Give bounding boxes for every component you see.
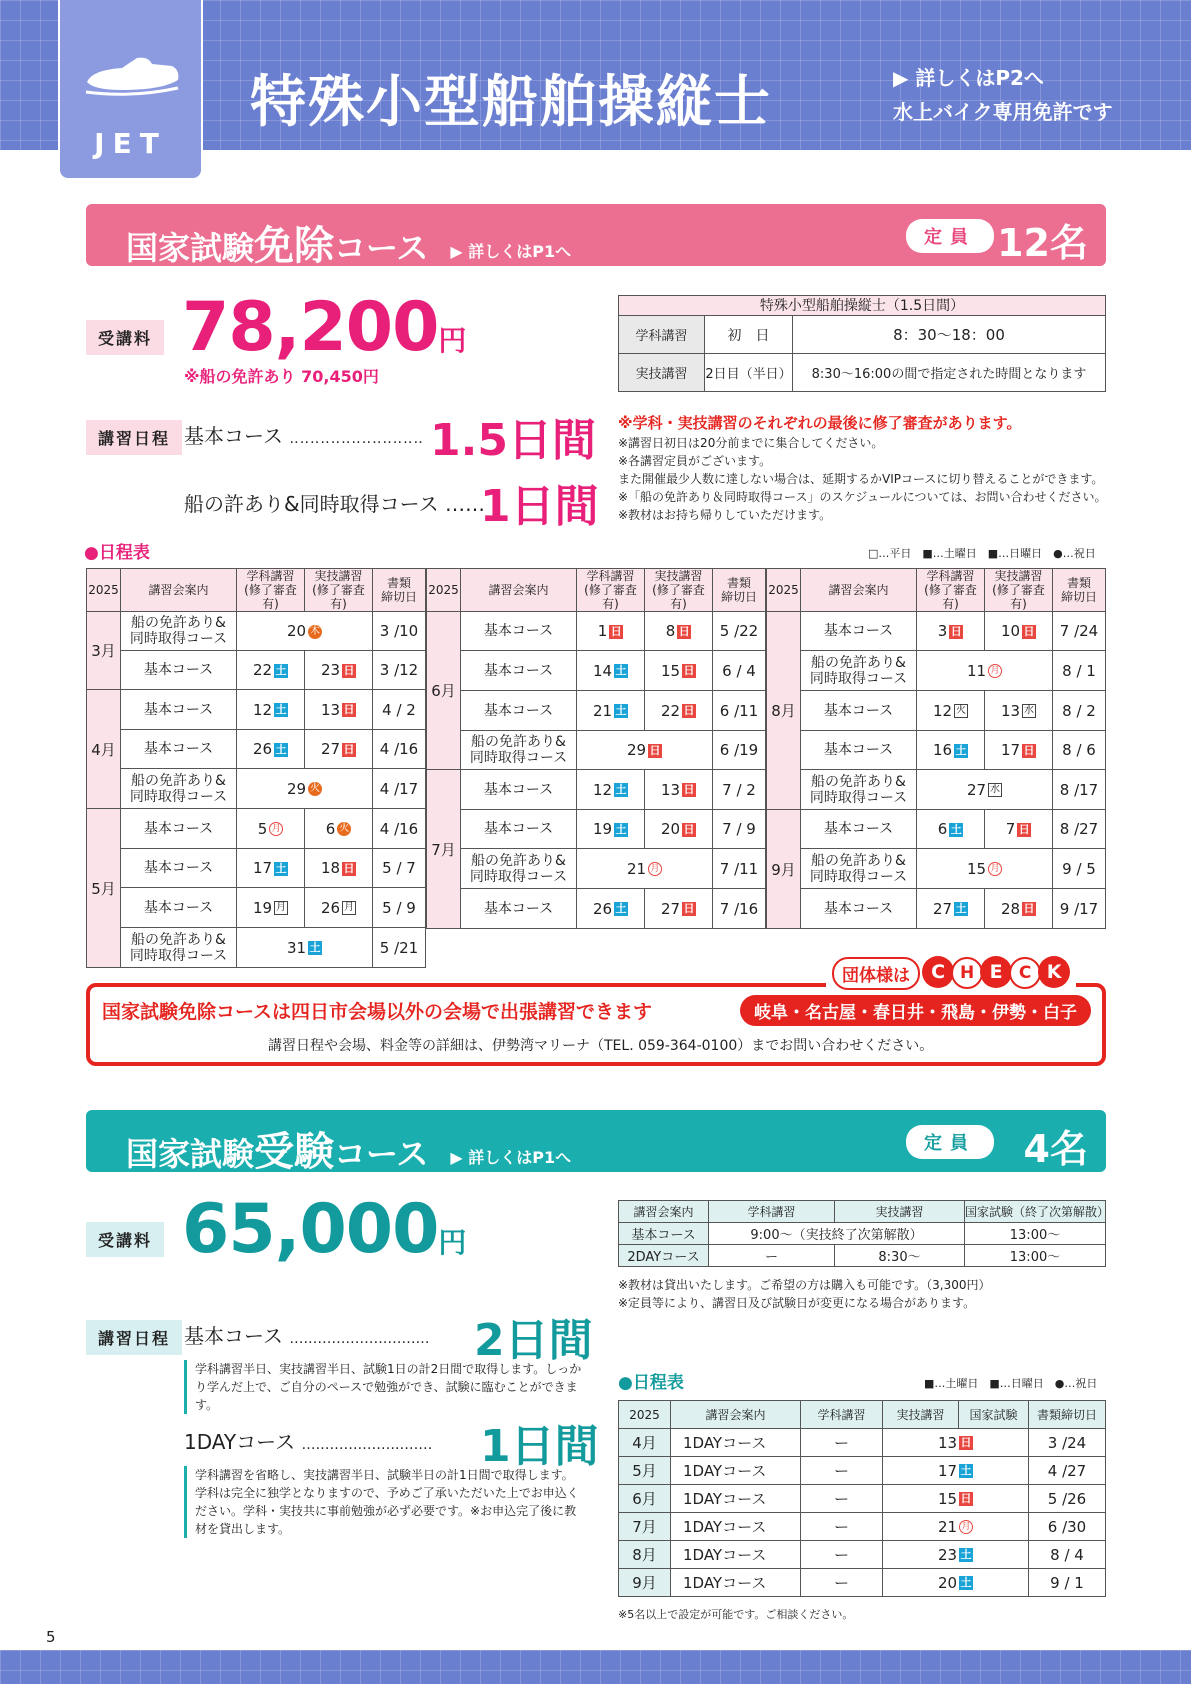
- table-row: [619, 1429, 1106, 1457]
- footer-band: [0, 1650, 1191, 1684]
- table-cell: 1DAYコース: [671, 1541, 801, 1569]
- time-cell: 基本コース: [619, 1223, 709, 1245]
- basic-days: 2日間: [474, 1315, 593, 1366]
- oneday-desc: 学科講習を省略し、実技講習半日、試験半日の計1日間で取得します。学科は完全に独学となりますので、予めご了承いただいた上でお申込ください。学科・実技共に事前勉強が必ず必要です。※お申込完了後に教材を貸出します。: [184, 1466, 582, 1538]
- jet-label: JET: [94, 127, 167, 160]
- page-title: 特殊小型船舶操縦士: [250, 70, 772, 135]
- bar-pre: 国家試験: [126, 1135, 255, 1173]
- exam-date-cell: [883, 1513, 1029, 1541]
- time-cell: 13:00〜: [965, 1223, 1106, 1245]
- table-row: [619, 1485, 1106, 1513]
- table-row: [619, 1541, 1106, 1569]
- schedule-table-1: 2025 講習会案内 学科講習 (修了審査有) 実技講習 (修了審査有) 書類 締切日 3月 船の免許あり& 同時取得コース 20 木 3 /10 基本コース 22 土 23 日 3 /12 4月 基本コース 12 土 13 日 4 / 2 基本コース 26 土 27 日 4 /16 船の免許あり& 同時取得コース 29 火 4 /17 5月 基本コース 5 月 6 火 4 /16 基本コース 17 土 18 日 5 / 7 基本コース 19 月 26 月 5 / 9 船の免許あり& 同時取得コース 31 土 5 /21: [86, 568, 426, 968]
- capacity-value: 12名: [997, 221, 1088, 265]
- table-cell: 6月: [619, 1485, 671, 1513]
- oneday-course-label: 1DAYコース ‥‥‥‥‥‥‥‥‥‥‥‥‥‥: [184, 1430, 433, 1454]
- table-cell: 1DAYコース: [671, 1485, 801, 1513]
- table-cell: 3 /24: [1029, 1429, 1106, 1457]
- capacity-label: 定員: [906, 1125, 994, 1159]
- header-subnote: 水上バイク専用免許です: [893, 100, 1113, 124]
- weekday-badge: 日: [960, 1436, 972, 1449]
- basic-course-text: 基本コース: [184, 424, 283, 448]
- schedule-title: ●日程表: [84, 543, 150, 563]
- check-header: [826, 956, 1076, 990]
- col-head: 国家試験（終了次第解散）: [965, 1201, 1106, 1223]
- bar-link[interactable]: ▶ 詳しくはP1へ: [450, 241, 572, 261]
- exam-time-table: [618, 1200, 1110, 1267]
- schedule-label: 講習日程: [86, 1320, 182, 1355]
- play-icon: ▶: [893, 66, 916, 90]
- time-cell: ー: [709, 1245, 835, 1267]
- table-cell: 7月: [619, 1513, 671, 1541]
- fee-price: [182, 1190, 466, 1269]
- capacity-label: 定員: [906, 219, 994, 253]
- table-cell: ー: [801, 1485, 883, 1513]
- table-row: [619, 1569, 1106, 1597]
- notice-red: ※学科・実技講習のそれぞれの最後に修了審査があります。: [618, 414, 1022, 432]
- time-row-day: 初 日: [705, 316, 793, 354]
- table-cell: 1DAYコース: [671, 1569, 801, 1597]
- detail-link-label: 詳しくはP2へ: [915, 66, 1044, 90]
- table-cell: ー: [801, 1429, 883, 1457]
- note-line: ※「船の免許あり＆同時取得コース」のスケジュールについては、お問い合わせください。: [618, 490, 1107, 504]
- table-cell: ー: [801, 1541, 883, 1569]
- weekday-badge: 日: [960, 1492, 972, 1505]
- col-head: 実技講習: [835, 1201, 965, 1223]
- table-row: [619, 1457, 1106, 1485]
- check-letter: H: [951, 957, 983, 989]
- price-yen: 円: [438, 324, 467, 357]
- weekday-badge: 土: [960, 1548, 972, 1561]
- price-value: 65,000: [182, 1190, 439, 1269]
- bar-big: 受験: [254, 1129, 335, 1175]
- exam-date: 17: [937, 1461, 958, 1480]
- time-cell: 13:00〜: [965, 1245, 1106, 1267]
- exam-date-cell: [883, 1541, 1029, 1569]
- legend: □…平日 ■…土曜日 ■…日曜日 ●…祝日: [868, 547, 1096, 560]
- price-value: 78,200: [182, 288, 439, 367]
- page-number: 5: [46, 1628, 56, 1646]
- detail-link[interactable]: [893, 62, 1044, 91]
- table-cell: ー: [801, 1513, 883, 1541]
- bar-link-label: 詳しくはP1へ: [468, 1147, 572, 1167]
- check-letter: K: [1038, 956, 1070, 988]
- col-head: 実技講習: [883, 1401, 959, 1429]
- table-cell: 4 /27: [1029, 1457, 1106, 1485]
- check-box: [86, 983, 1106, 1066]
- basic-days: 1.5日間: [430, 415, 596, 466]
- fee-discount: ※船の免許あり 70,450円: [184, 367, 379, 386]
- time-row-time: 8：30〜18：00: [793, 316, 1106, 354]
- exam-schedule-table: [618, 1400, 1106, 1597]
- col-head: 書類締切日: [1029, 1401, 1106, 1429]
- basic-course-text: 基本コース: [184, 1324, 283, 1348]
- exam-date-cell: [883, 1569, 1029, 1597]
- table-cell: 9月: [619, 1569, 671, 1597]
- table-cell: 4月: [619, 1429, 671, 1457]
- exam-date: 13: [937, 1433, 958, 1452]
- exempt-notes: [618, 434, 1108, 524]
- check-sub: 講習日程や会場、料金等の詳細は、伊勢湾マリーナ（TEL. 059-364-0100）までお問い合わせください。: [268, 1038, 934, 1054]
- basic-desc: 学科講習半日、実技講習半日、試験1日の計2日間で取得します。しっかり学んだ上で、ご自分のペースで勉強ができ、試験に臨むことができます。: [184, 1360, 582, 1414]
- oneday-days: 1日間: [480, 1421, 599, 1472]
- table-cell: 1DAYコース: [671, 1457, 801, 1485]
- col-head: 2025: [619, 1401, 671, 1429]
- exam-date: 21: [937, 1517, 958, 1536]
- note-line: また開催最少人数に達しない場合は、延期するかVIPコースに切り替えることができます。: [618, 472, 1104, 486]
- schedule-table-3: 2025 講習会案内 学科講習 (修了審査有) 実技講習 (修了審査有) 書類 締切日 8月 基本コース 3 日 10 日 7 /24 船の免許あり& 同時取得コース 11 月 8 / 1 基本コース 12 火 13 水 8 / 2 基本コース 16 土 17 日 8 / 6 船の免許あり& 同時取得コース 27 水 8 /17 9月 基本コース 6 土 7 日 8 /27 船の免許あり& 同時取得コース 15 月 9 / 5 基本コース 27 土 28 日 9 /17: [766, 568, 1106, 929]
- bar-link[interactable]: ▶ 詳しくはP1へ: [450, 1147, 572, 1167]
- schedule-title: ●日程表: [618, 1373, 684, 1393]
- fee-price: [182, 288, 466, 367]
- exam-date-cell: [883, 1457, 1029, 1485]
- check-main: 国家試験免除コースは四日市会場以外の会場で出張講習できます: [102, 1001, 653, 1023]
- fee-label: 受講料: [86, 320, 164, 355]
- time-cell: 2DAYコース: [619, 1245, 709, 1267]
- col-head: 講習会案内: [619, 1201, 709, 1223]
- bar-big: 免除: [254, 223, 335, 269]
- table-cell: 8月: [619, 1541, 671, 1569]
- bar-link-label: 詳しくはP1へ: [468, 241, 572, 261]
- time-row-day: 2日目（半日）: [705, 354, 793, 392]
- jet-tab: [58, 0, 203, 180]
- time-cell: 9:00〜（実技終了次第解散）: [709, 1223, 965, 1245]
- check-letter: C: [922, 956, 954, 988]
- table-cell: 5 /26: [1029, 1485, 1106, 1513]
- table-cell: 5月: [619, 1457, 671, 1485]
- col-head: 国家試験: [959, 1401, 1029, 1429]
- combo-days: 1日間: [480, 481, 599, 532]
- price-yen: 円: [438, 1226, 467, 1259]
- exempt-course-bar: [86, 204, 1106, 269]
- weekday-badge: 土: [960, 1464, 972, 1477]
- jet-ski-icon: [82, 52, 182, 98]
- table-cell: 1DAYコース: [671, 1513, 801, 1541]
- check-letter: E: [980, 956, 1012, 988]
- exam-date: 23: [937, 1545, 958, 1564]
- note-line: ※教材はお持ち帰りしていただけます。: [618, 508, 832, 522]
- schedule-label: 講習日程: [86, 420, 182, 455]
- exam-footnote: ※5名以上で設定が可能です。ご相談ください。: [618, 1608, 854, 1621]
- table-cell: 8 / 4: [1029, 1541, 1106, 1569]
- exam-date: 20: [937, 1573, 958, 1592]
- col-head: 講習会案内: [671, 1401, 801, 1429]
- exam-date-cell: [883, 1485, 1029, 1513]
- time-row-key: 学科講習: [619, 316, 705, 354]
- col-head: 学科講習: [801, 1401, 883, 1429]
- exam-course-bar: [86, 1110, 1106, 1175]
- table-cell: 9 / 1: [1029, 1569, 1106, 1597]
- exam-date: 15: [937, 1489, 958, 1508]
- note-line: ※講習日初日は20分前までに集合してください。: [618, 436, 884, 450]
- time-table-title: 特殊小型船舶操縦士（1.5日間）: [619, 296, 1106, 316]
- table-row: [619, 1513, 1106, 1541]
- basic-course-label: 基本コース ‥‥‥‥‥‥‥‥‥‥‥‥‥: [184, 424, 424, 448]
- note-line: ※教材は貸出いたします。ご希望の方は購入も可能です。（3,300円）: [618, 1278, 991, 1292]
- time-row-key: 実技講習: [619, 354, 705, 392]
- schedule-table-2: 2025 講習会案内 学科講習 (修了審査有) 実技講習 (修了審査有) 書類 締切日 6月 基本コース 1 日 8 日 5 /22 基本コース 14 土 15 日 6 / 4 基本コース 21 土 22 日 6 /11 船の免許あり& 同時取得コース 29 日 6 /19 7月 基本コース 12 土 13 日 7 / 2 基本コース 19 土 20 日 7 / 9 船の免許あり& 同時取得コース 21 月 7 /11 基本コース 26 土 27 日 7 /16: [426, 568, 766, 929]
- check-places: 岐阜・名古屋・春日井・飛島・伊勢・白子: [740, 995, 1091, 1026]
- check-letter: C: [1009, 957, 1041, 989]
- combo-course-text: 船の許あり&同時取得コース: [184, 492, 439, 516]
- oneday-course-text: 1DAYコース: [184, 1430, 296, 1454]
- bar-pre: 国家試験: [126, 229, 255, 267]
- time-row-time: 8:30〜16:00の間で指定された時間となります: [793, 354, 1106, 392]
- fee-label: 受講料: [86, 1222, 164, 1257]
- combo-course-label: 船の許あり&同時取得コース ‥‥‥: [184, 492, 486, 516]
- bar-post: コース: [334, 1135, 429, 1173]
- note-line: ※定員等により、講習日及び試験日が変更になる場合があります。: [618, 1296, 976, 1310]
- table-cell: ー: [801, 1569, 883, 1597]
- exempt-time-table: [618, 295, 1106, 392]
- table-cell: 1DAYコース: [671, 1429, 801, 1457]
- col-head: 学科講習: [709, 1201, 835, 1223]
- capacity-value: 4名: [1023, 1127, 1088, 1171]
- exam-date-cell: [883, 1429, 1029, 1457]
- table-cell: ー: [801, 1457, 883, 1485]
- time-cell: 8:30〜: [835, 1245, 965, 1267]
- bar-post: コース: [334, 229, 429, 267]
- legend: ■…土曜日 ■…日曜日 ●…祝日: [924, 1377, 1098, 1390]
- table-cell: 6 /30: [1029, 1513, 1106, 1541]
- check-head-label: 団体様は: [832, 957, 920, 990]
- note-line: ※各講習定員がございます。: [618, 454, 772, 468]
- weekday-badge: 土: [960, 1576, 972, 1589]
- basic-course-label: 基本コース ‥‥‥‥‥‥‥‥‥‥‥‥‥‥‥: [184, 1324, 430, 1348]
- exam-notes: [618, 1276, 991, 1312]
- weekday-badge: 月: [959, 1520, 973, 1534]
